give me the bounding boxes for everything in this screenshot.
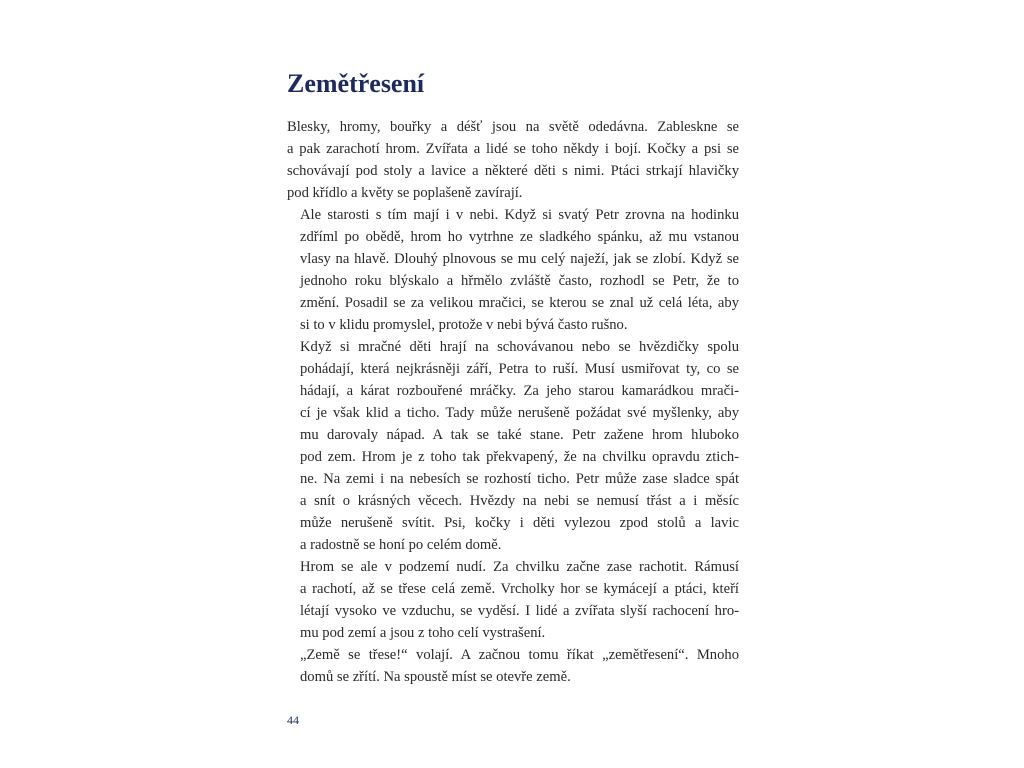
text-line: hádají, a kárat rozbouřené mráčky. Za jeho starou kamarádkou mrači- xyxy=(300,383,739,399)
text-line: pod křídlo a květy se poplašeně zavírají. xyxy=(287,185,523,201)
text-line: zdříml po obědě, hrom ho vytrhne ze sladkého spánku, až mu vstanou xyxy=(300,229,739,245)
text-line: a radostně se honí po celém domě. xyxy=(300,537,502,553)
paragraph xyxy=(287,204,739,336)
page-number: 44 xyxy=(287,713,299,727)
text-line: Když si mračné děti hrají na schovávanou nebo se hvězdičky spolu xyxy=(300,339,739,355)
text-line: létají vysoko ve vzduchu, se vyděsí. I lidé a zvířata slyší rachocení hro- xyxy=(300,603,739,619)
text-line: Hrom se ale v podzemí nudí. Za chvilku začne zase rachotit. Rámusí xyxy=(300,559,739,575)
text-line: jednoho roku blýskalo a hřmělo zvláště často, rozhodl se Petr, že to xyxy=(300,273,739,289)
text-line: si to v klidu promyslel, protože v nebi bývá často rušno. xyxy=(300,317,628,333)
text-line: a snít o krásných věcech. Hvězdy na nebi se nemusí třást a i měsíc xyxy=(300,493,739,509)
text-line: schovávají pod stoly a lavice a některé děti s nimi. Ptáci strkají hlavičky xyxy=(287,163,739,179)
body-text xyxy=(287,116,739,688)
text-line: pohádají, která nejkrásněji září, Petra to ruší. Musí usmiřovat ty, co se xyxy=(300,361,739,377)
text-line: mu darovaly nápad. A tak se také stane. Petr zažene hrom hluboko xyxy=(300,427,739,443)
paragraph xyxy=(287,336,739,556)
text-line: domů se zřítí. Na spoustě míst se otevře země. xyxy=(300,669,571,685)
text-line: změní. Posadil se za velikou mračici, se kterou se znal už celá léta, aby xyxy=(300,295,739,311)
paragraph xyxy=(287,644,739,688)
text-line: vlasy na hlavě. Dlouhý plnovous se mu celý naježí, jak se zlobí. Když se xyxy=(300,251,739,267)
text-line: ne. Na zemi i na nebesích se rozhostí ticho. Petr může zase sladce spát xyxy=(300,471,739,487)
text-line: cí je však klid a ticho. Tady může nerušeně požádat své myšlenky, aby xyxy=(300,405,739,421)
paragraph xyxy=(287,556,739,644)
paragraph xyxy=(287,116,739,204)
text-line: mu pod zemí a jsou z toho celí vystrašení. xyxy=(300,625,546,641)
text-line: a pak zarachotí hrom. Zvířata a lidé se toho někdy i bojí. Kočky a psi se xyxy=(287,141,739,157)
text-line: „Země se třese!“ volají. A začnou tomu říkat „zemětřesení“. Mnoho xyxy=(300,647,739,663)
chapter-title: Zemětřesení xyxy=(287,69,425,98)
text-line: a rachotí, až se třese celá země. Vrcholky hor se kymácejí a ptáci, kteří xyxy=(300,581,739,597)
text-line: Ale starosti s tím mají i v nebi. Když si svatý Petr zrovna na hodinku xyxy=(300,207,739,223)
text-line: Blesky, hromy, bouřky a déšť jsou na světě odedávna. Zableskne se xyxy=(287,119,739,135)
text-line: pod zem. Hrom je z toho tak překvapený, že na chvilku opravdu ztich- xyxy=(300,449,739,465)
text-line: může nerušeně svítit. Psi, kočky i děti vylezou zpod stolů a lavic xyxy=(300,515,739,531)
